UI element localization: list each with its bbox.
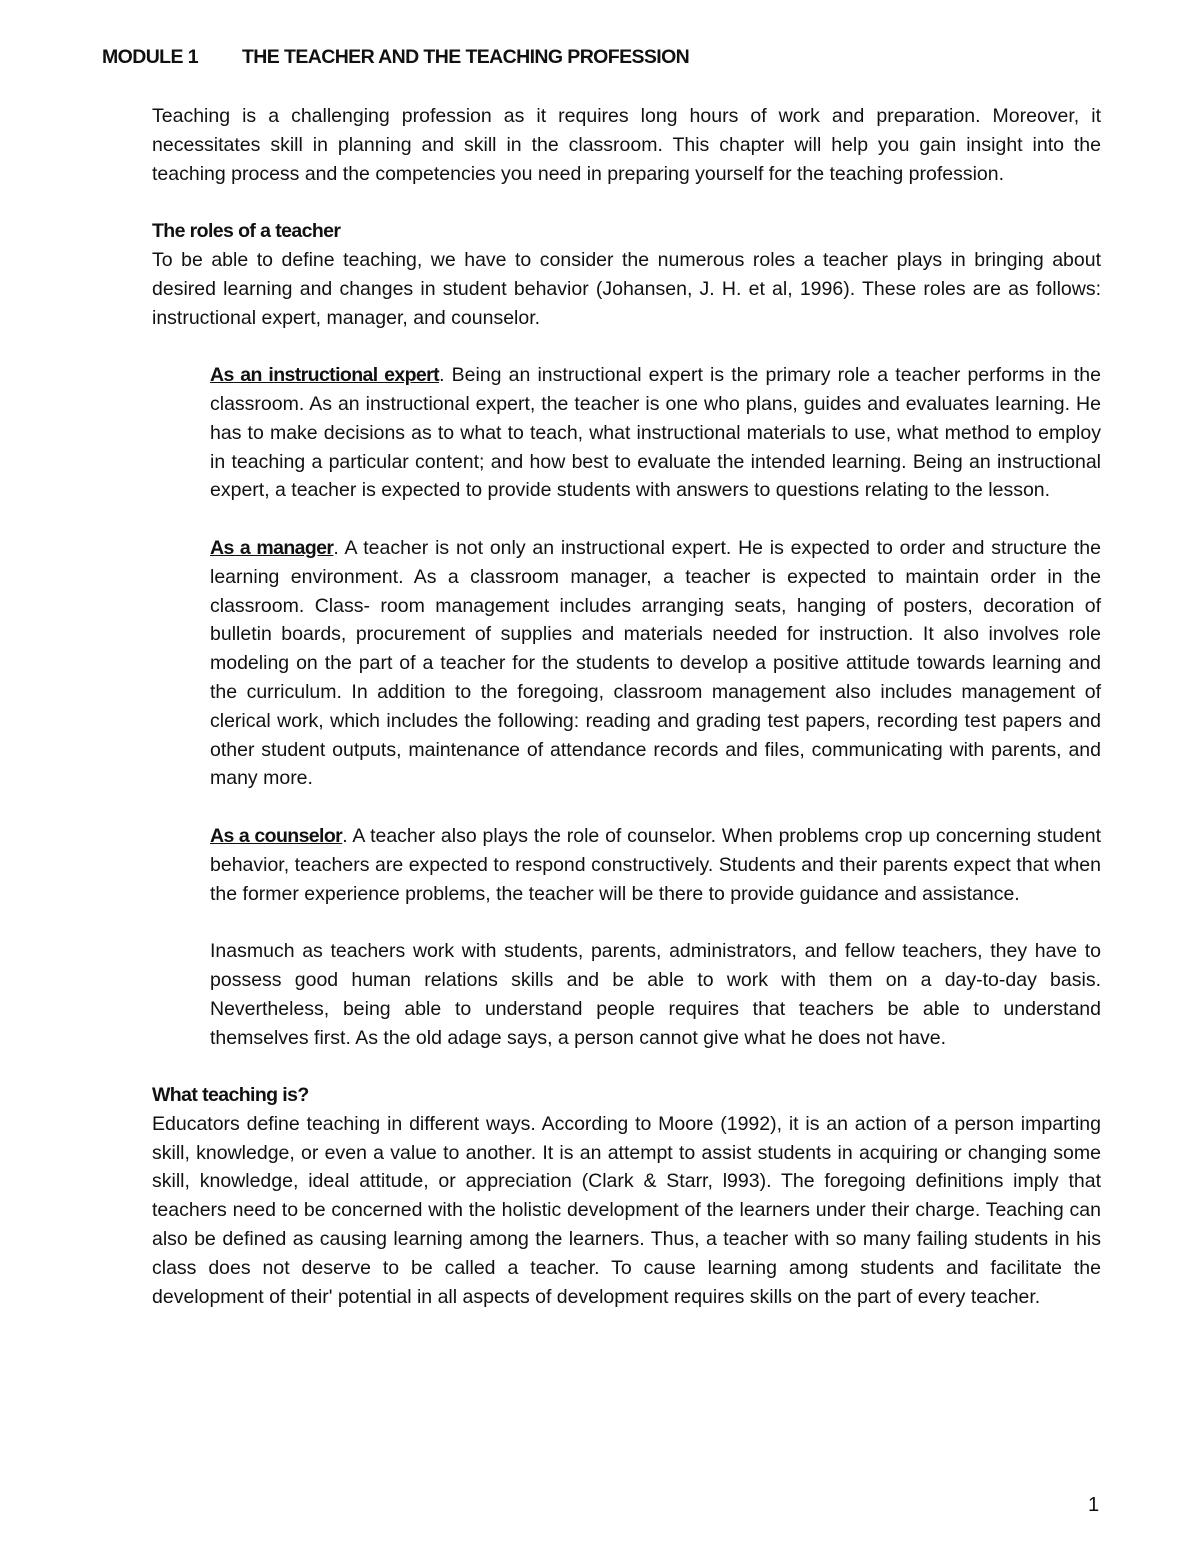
teaching-heading: What teaching is? — [152, 1084, 309, 1107]
spacer — [152, 1052, 1101, 1081]
page-number: 1 — [1088, 1494, 1100, 1516]
role-paragraph-manager — [210, 534, 1101, 793]
role-text-manager: . A teacher is not only an instructional expert. He is expected to order and structure the learning environment. As a classroom manager, a teacher is expected to maintain order in the classroom. Class- room management includes arranging seats, hanging of posters, decoration of bulletin boards, procurement of supplies and materials needed for instruction. It also involves role modeling on the part of a teacher for the students to develop a positive attitude towards learning and the curriculum. In addition to the foregoing, classroom management also includes management of clerical work, which includes the following: reading and grading test papers, recording test papers and other student outputs, maintenance of attendance records and files, communicating with parents, and many more. — [210, 536, 1101, 790]
module-header — [102, 46, 689, 69]
roles-intro-paragraph: To be able to define teaching, we have to consider the numerous roles a teacher plays in bringing about desired learning and changes in student behavior (Johansen, J. H. et al, 1996). These roles are as follows: instructional expert, manager, and counselor. — [152, 248, 1101, 329]
roles-closing-paragraph: Inasmuch as teachers work with students, parents, administrators, and fellow teachers, they have to possess good human relations skills and be able to work with them on a day-to-day basis. Nevertheless, being able to understand people requires that teachers be able to understand themselves first. As the old adage says, a person cannot give what he does not have. — [210, 940, 1101, 1049]
role-text-instructional-expert: . Being an instructional expert is the primary role a teacher performs in the classroom. As an instructional expert, the teacher is one who plans, guides and evaluates learning. He has to make decisions as to what to teach, what instructional materials to use, what method to employ in teaching a particular content; and how best to evaluate the intended learning. Being an instructional expert, a teacher is expected to provide students with answers to questions relating to the lesson. — [210, 364, 1101, 502]
spacer — [152, 505, 1101, 534]
role-paragraph-counselor — [210, 822, 1101, 908]
role-label-counselor: As a counselor — [210, 824, 343, 847]
spacer — [152, 188, 1101, 217]
role-label-instructional-expert: As an instructional expert — [210, 364, 440, 387]
spacer — [152, 908, 1101, 937]
spacer — [152, 793, 1101, 822]
document-body — [152, 102, 1101, 1311]
roles-heading: The roles of a teacher — [152, 220, 341, 243]
module-title: THE TEACHER AND THE TEACHING PROFESSION — [242, 46, 690, 68]
role-label-manager: As a manager — [210, 536, 334, 559]
spacer — [152, 332, 1101, 361]
role-paragraph-instructional-expert — [210, 361, 1101, 505]
role-text-counselor: . A teacher also plays the role of counselor. When problems crop up concerning student behavior, teachers are expected to respond constructively. Students and their parents expect that when the former experience problems, the teacher will be there to provide guidance and assistance. — [210, 824, 1102, 905]
teaching-paragraph: Educators define teaching in different ways. According to Moore (1992), it is an action of a person imparting skill, knowledge, or even a value to another. It is an attempt to assist students in acquiring or changing some skill, knowledge, ideal attitude, or appreciation (Clark & Starr, l993). The foregoing definitions imply that teachers need to be concerned with the holistic development of the learners under their charge. Teaching can also be defined as causing learning among the learners. Thus, a teacher with so many failing students in his class does not deserve to be called a teacher. To cause learning among students and facilitate the development of their' potential in all aspects of development requires skills on the part of every teacher. — [152, 1112, 1101, 1308]
module-label: MODULE 1 — [102, 46, 198, 68]
intro-paragraph: Teaching is a challenging profession as it requires long hours of work and preparation. Moreover, it necessitates skill in planning and skill in the classroom. This chapter will help you gain insight into the teaching process and the competencies you need in preparing yourself for the teaching profession. — [152, 105, 1101, 185]
